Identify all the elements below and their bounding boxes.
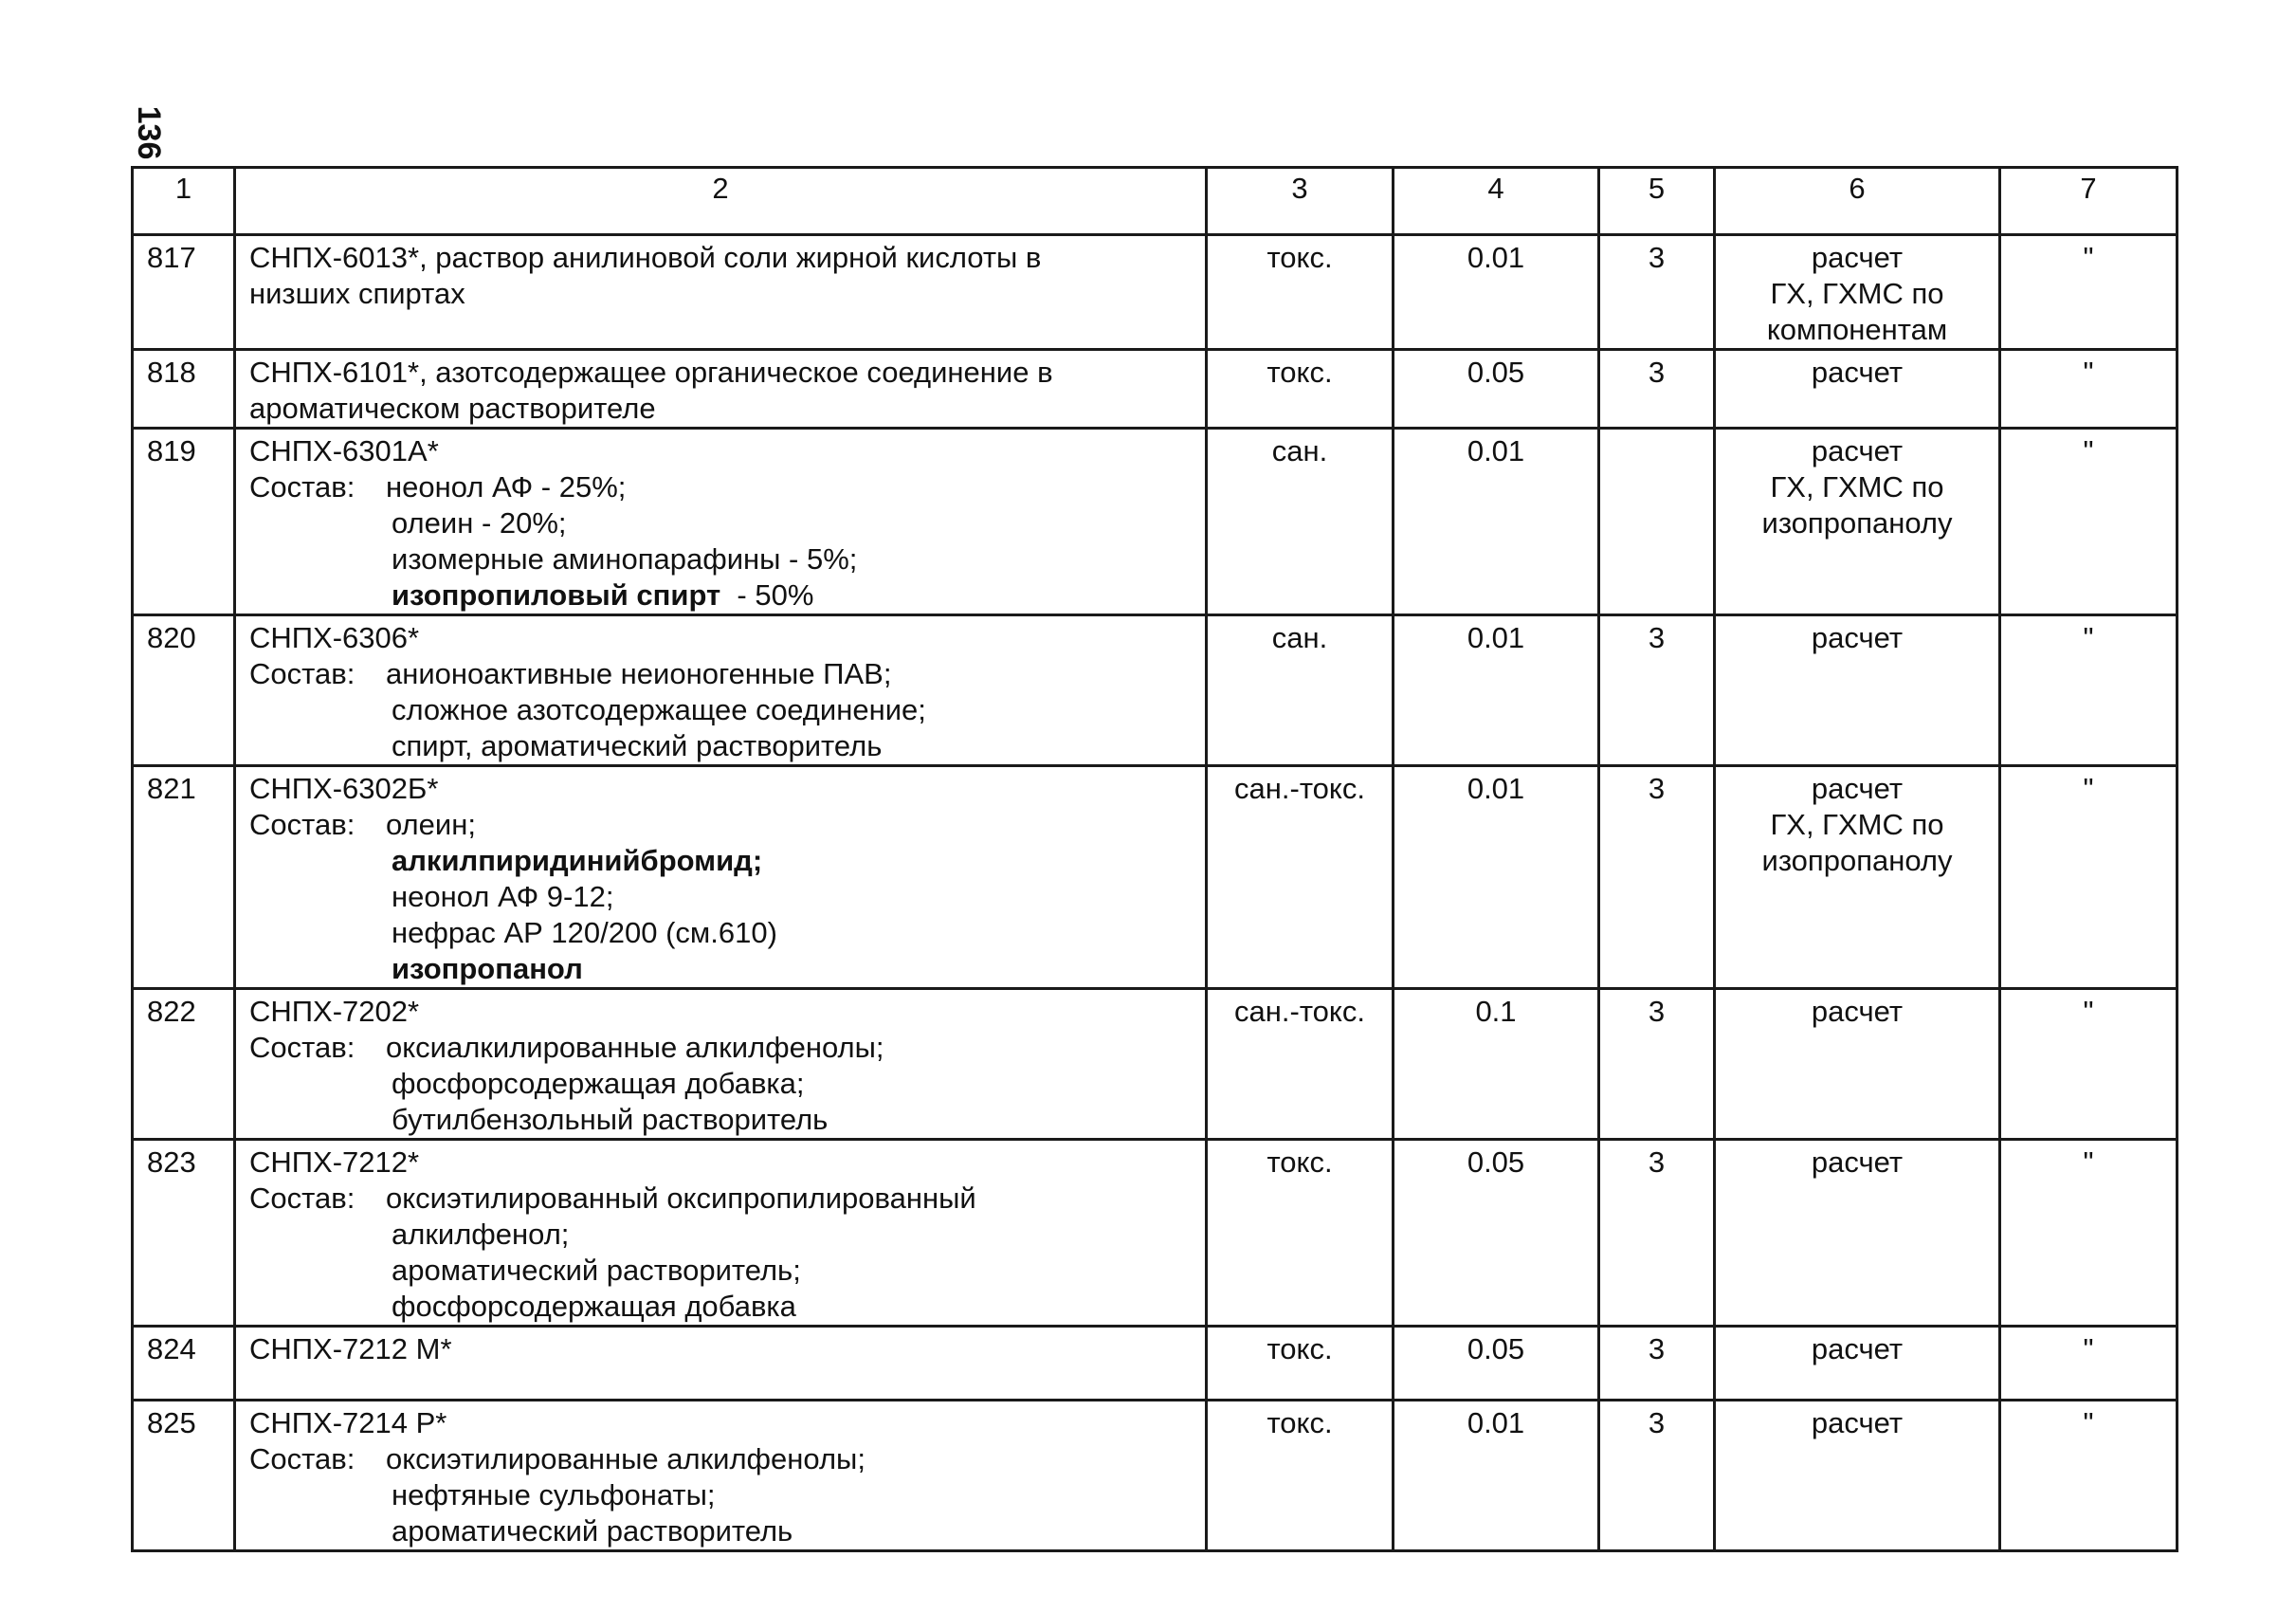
substance-name [235,350,1207,429]
ditto-mark: " [2000,1327,2178,1401]
composition-label: Состав: [249,657,355,690]
table-row [133,766,2178,989]
composition-item: олеин - 20%; [392,506,567,540]
method-line: расчет [1811,1406,1904,1439]
method-cell [1715,1327,2000,1401]
hazard-type: токс. [1207,1327,1394,1401]
row-number: 821 [133,766,235,989]
hazard-type: сан. [1207,615,1394,766]
hazard-type: сан.-токс. [1207,766,1394,989]
method-cell [1715,429,2000,615]
hazard-class: 3 [1599,350,1715,429]
method-line: ГХ, ГХМС по [1770,277,1944,310]
table-row [133,989,2178,1140]
limit-value: 0.01 [1394,429,1599,615]
header-col-6: 6 [1715,168,2000,235]
ditto-mark: " [2000,1140,2178,1327]
limit-value: 0.01 [1394,615,1599,766]
page-number: 136 [131,105,167,160]
substance-name [235,1140,1207,1327]
composition-label: Состав: [249,470,355,504]
method-cell [1715,989,2000,1140]
table-row [133,1327,2178,1401]
composition-label: Состав: [249,1182,355,1215]
table-row [133,235,2178,350]
method-line: расчет [1811,995,1904,1028]
composition-item: оксиэтилированные алкилфенолы; [386,1442,866,1475]
substance-name [235,989,1207,1140]
composition-item: алкилфенол; [392,1218,570,1251]
composition-label: Состав: [249,1442,355,1475]
name-title: СНПХ-7212 М* [249,1332,452,1365]
hazard-type: сан. [1207,429,1394,615]
header-col-3: 3 [1207,168,1394,235]
composition-item: ароматический растворитель; [392,1254,801,1287]
composition-item: фосфорсодержащая добавка; [392,1067,805,1100]
name-title: СНПХ-7214 Р* [249,1406,447,1439]
composition-item: оксиалкилированные алкилфенолы; [386,1031,884,1064]
hazard-class: 3 [1599,989,1715,1140]
hazard-type: токс. [1207,1401,1394,1551]
name-line: низших спиртах [249,277,465,310]
header-col-5: 5 [1599,168,1715,235]
name-title: СНПХ-7212* [249,1145,420,1179]
header-col-4: 4 [1394,168,1599,235]
row-number: 817 [133,235,235,350]
name-line: СНПХ-6101*, азотсодержащее органическое соединение в [249,356,1053,389]
composition-label: Состав: [249,1031,355,1064]
composition-item: ароматический растворитель [392,1514,793,1548]
method-line: ГХ, ГХМС по [1770,470,1944,504]
ditto-mark: " [2000,235,2178,350]
limit-value: 0.01 [1394,235,1599,350]
ditto-mark: " [2000,1401,2178,1551]
header-col-7: 7 [2000,168,2178,235]
composition-label: Состав: [249,808,355,841]
method-line: расчет [1811,241,1904,274]
table-row [133,615,2178,766]
substance-name [235,1327,1207,1401]
substance-name [235,1401,1207,1551]
table-row [133,429,2178,615]
composition-item-suffix: - 50% [720,578,814,612]
row-number: 823 [133,1140,235,1327]
composition-item: нефтяные сульфонаты; [392,1478,716,1511]
method-cell [1715,1140,2000,1327]
name-line: СНПХ-6013*, раствор анилиновой соли жирной кислоты в [249,241,1042,274]
method-line: расчет [1811,772,1904,805]
composition-item: неонол АФ - 25%; [386,470,627,504]
hazard-class: 3 [1599,1401,1715,1551]
method-line: расчет [1811,356,1904,389]
hazard-type: токс. [1207,350,1394,429]
limit-value: 0.1 [1394,989,1599,1140]
limit-value: 0.01 [1394,1401,1599,1551]
name-title: СНПХ-7202* [249,995,420,1028]
composition-item: изомерные аминопарафины - 5%; [392,542,858,576]
composition-item: анионоактивные неионогенные ПАВ; [386,657,892,690]
header-col-1: 1 [133,168,235,235]
ditto-mark: " [2000,615,2178,766]
row-number: 824 [133,1327,235,1401]
table-row [133,1401,2178,1551]
ditto-mark: " [2000,429,2178,615]
row-number: 825 [133,1401,235,1551]
ditto-mark: " [2000,350,2178,429]
substance-name [235,615,1207,766]
method-line: расчет [1811,1145,1904,1179]
composition-item: неонол АФ 9-12; [392,880,614,913]
substance-name [235,429,1207,615]
composition-item: спирт, ароматический растворитель [392,729,883,762]
method-line: расчет [1811,1332,1904,1365]
hazard-type: сан.-токс. [1207,989,1394,1140]
name-title: СНПХ-6301А* [249,434,439,467]
row-number: 822 [133,989,235,1140]
method-cell [1715,1401,2000,1551]
limit-value: 0.05 [1394,1140,1599,1327]
composition-item: бутилбензольный растворитель [392,1103,829,1136]
limit-value: 0.05 [1394,1327,1599,1401]
substance-name [235,235,1207,350]
hazard-class: 3 [1599,1327,1715,1401]
hazard-class: 3 [1599,1140,1715,1327]
method-cell [1715,235,2000,350]
row-number: 819 [133,429,235,615]
name-line: ароматическом растворителе [249,392,656,425]
name-title: СНПХ-6302Б* [249,772,439,805]
method-line: расчет [1811,621,1904,654]
composition-item: нефрас АР 120/200 (см.610) [392,916,777,949]
method-line: изопропанолу [1761,844,1953,877]
row-number: 818 [133,350,235,429]
method-cell [1715,350,2000,429]
composition-item: оксиэтилированный оксипропилированный [386,1182,976,1215]
limit-value: 0.01 [1394,766,1599,989]
hazard-class [1599,429,1715,615]
header-row [133,168,2178,235]
composition-item: фосфорсодержащая добавка [392,1290,796,1323]
row-number: 820 [133,615,235,766]
ditto-mark: " [2000,766,2178,989]
hazard-type: токс. [1207,1140,1394,1327]
method-line: ГХ, ГХМС по [1770,808,1944,841]
method-line: изопропанолу [1761,506,1953,540]
method-line: компонентам [1766,313,1948,346]
composition-item: олеин; [386,808,476,841]
composition-item-bold: изопропиловый спирт [392,578,721,612]
composition-item: сложное азотсодержащее соединение; [392,693,926,726]
substance-name [235,766,1207,989]
substances-table [131,166,2178,1552]
method-cell [1715,615,2000,766]
composition-item-bold: изопропанол [392,952,583,985]
ditto-mark: " [2000,989,2178,1140]
composition-item-bold: алкилпиридинийбромид; [392,844,763,877]
header-col-2: 2 [235,168,1207,235]
hazard-class: 3 [1599,615,1715,766]
hazard-type: токс. [1207,235,1394,350]
method-line: расчет [1811,434,1904,467]
name-title: СНПХ-6306* [249,621,420,654]
limit-value: 0.05 [1394,350,1599,429]
method-cell [1715,766,2000,989]
hazard-class: 3 [1599,235,1715,350]
table-row [133,350,2178,429]
table-row [133,1140,2178,1327]
hazard-class: 3 [1599,766,1715,989]
